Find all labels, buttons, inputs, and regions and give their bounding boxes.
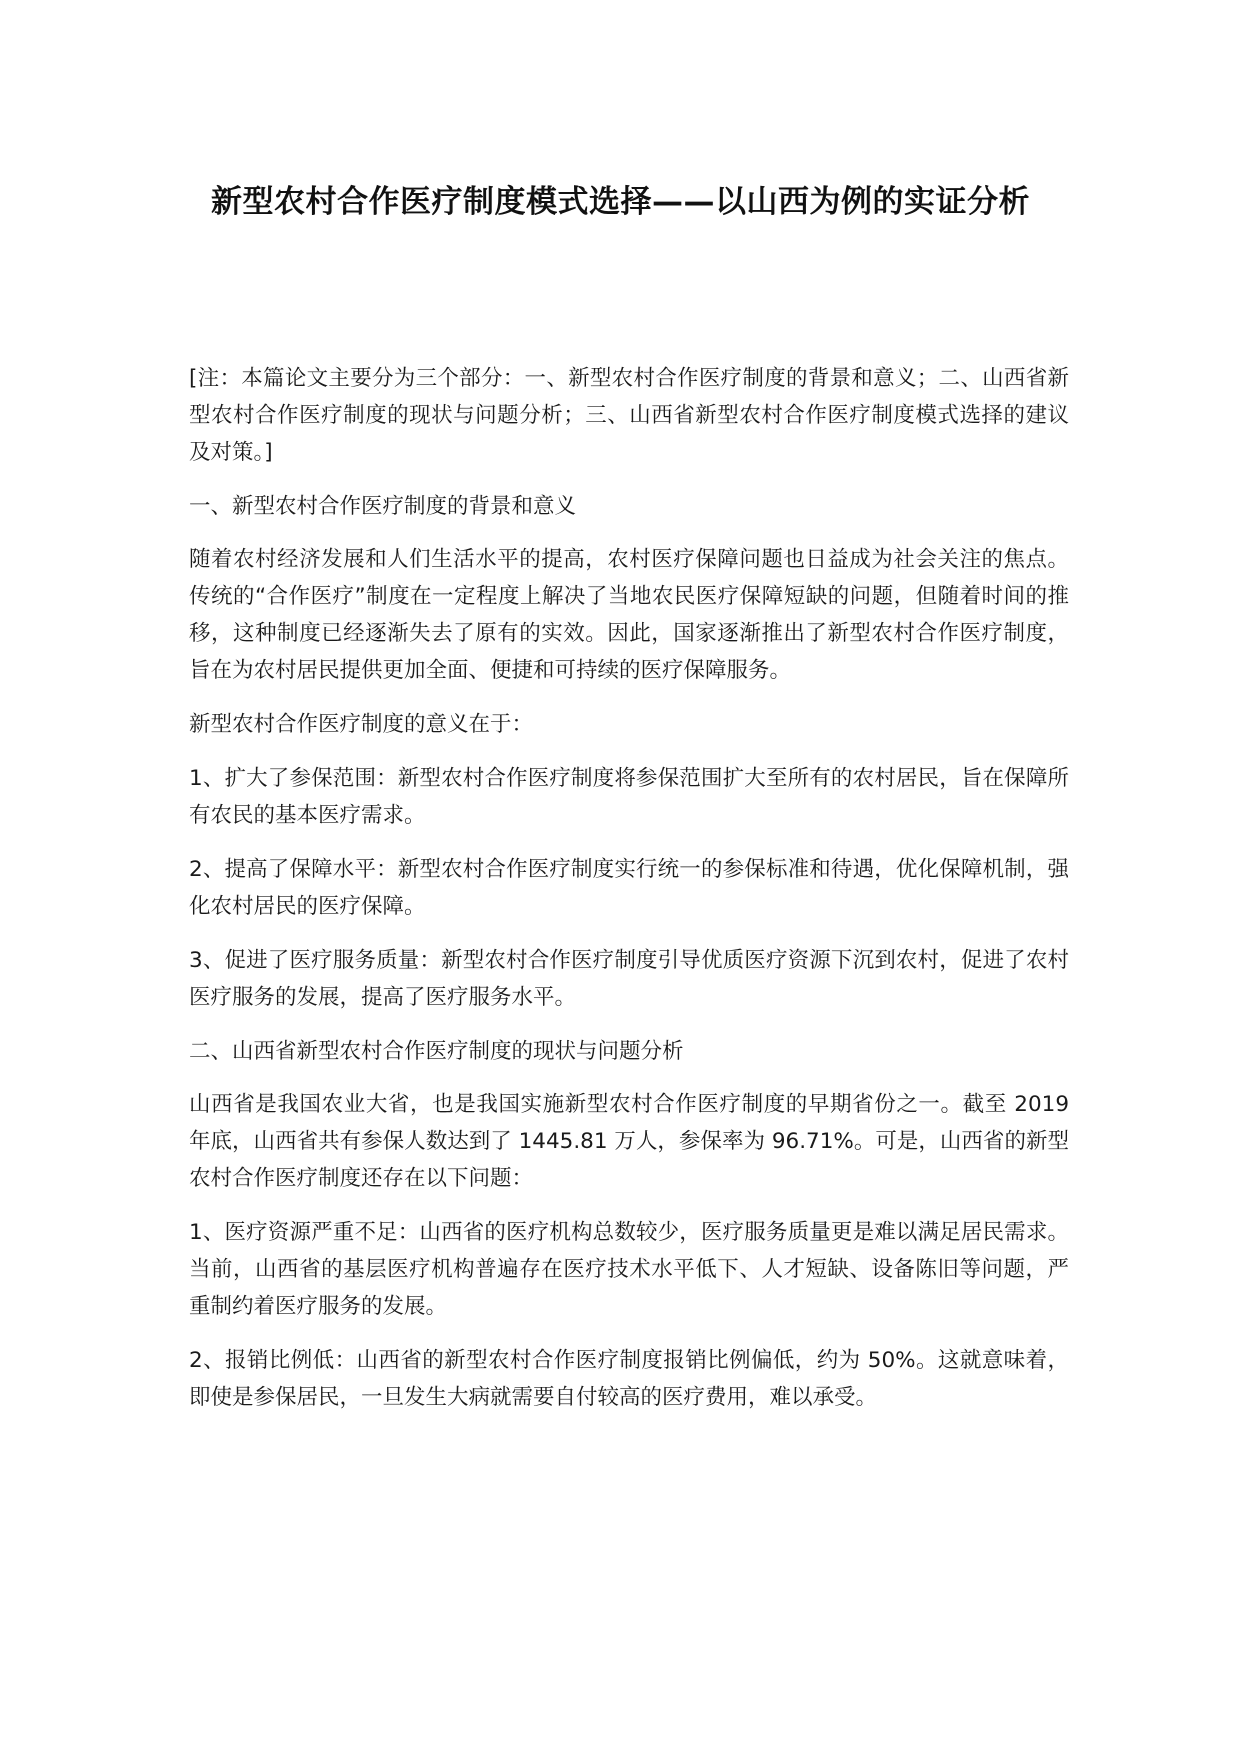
section-heading-1: 一、新型农村合作医疗制度的背景和意义 [189, 494, 577, 519]
document-body [189, 360, 1069, 1433]
list-item-paragraph: 1、扩大了参保范围：新型农村合作医疗制度将参保范围扩大至所有的农村居民，旨在保障所有农民的基本医疗需求。 [189, 766, 1069, 828]
list-item-paragraph: 1、医疗资源严重不足：山西省的医疗机构总数较少，医疗服务质量更是难以满足居民需求。当前，山西省的基层医疗机构普遍存在医疗技术水平低下、人才短缺、设备陈旧等问题，严重制约着医疗服务的发展。 [189, 1220, 1069, 1319]
list-item-paragraph: 3、促进了医疗服务质量：新型农村合作医疗制度引导优质医疗资源下沉到农村，促进了农村医疗服务的发展，提高了医疗服务水平。 [189, 948, 1069, 1010]
body-paragraph: 新型农村合作医疗制度的意义在于： [189, 712, 534, 737]
body-paragraph: 山西省是我国农业大省，也是我国实施新型农村合作医疗制度的早期省份之一。截至 2019 年底，山西省共有参保人数达到了 1445.81 万人，参保率为 96.71%。可是，山西省的新型农村合作医疗制度还存在以下问题： [189, 1092, 1069, 1191]
document-title: 新型农村合作医疗制度模式选择——以山西为例的实证分析 [211, 184, 1030, 220]
list-item-paragraph: 2、报销比例低：山西省的新型农村合作医疗制度报销比例偏低，约为 50%。这就意味着，即使是参保居民，一旦发生大病就需要自付较高的医疗费用，难以承受。 [189, 1348, 1069, 1410]
list-item-paragraph: 2、提高了保障水平：新型农村合作医疗制度实行统一的参保标准和待遇，优化保障机制，强化农村居民的医疗保障。 [189, 857, 1069, 919]
note-paragraph: [注：本篇论文主要分为三个部分：一、新型农村合作医疗制度的背景和意义；二、山西省新型农村合作医疗制度的现状与问题分析；三、山西省新型农村合作医疗制度模式选择的建议及对策。] [189, 366, 1069, 465]
section-heading-2: 二、山西省新型农村合作医疗制度的现状与问题分析 [189, 1039, 684, 1064]
body-paragraph: 随着农村经济发展和人们生活水平的提高，农村医疗保障问题也日益成为社会关注的焦点。传统的“合作医疗”制度在一定程度上解决了当地农民医疗保障短缺的问题，但随着时间的推移，这种制度已经逐渐失去了原有的实效。因此，国家逐渐推出了新型农村合作医疗制度，旨在为农村居民提供更加全面、便捷和可持续的医疗保障服务。 [189, 547, 1069, 683]
